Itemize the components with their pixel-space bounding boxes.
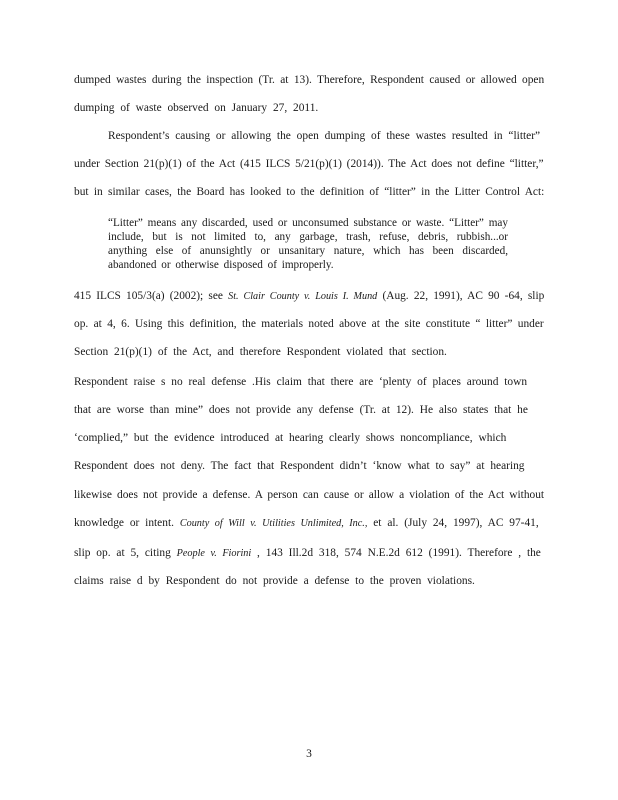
- citation-line: [74, 546, 541, 561]
- text-line: that are worse than mine” does not provide any defense (Tr. at 12). He also states that he: [74, 404, 528, 416]
- citation-line: [74, 516, 539, 531]
- text-line: Respondent’s causing or allowing the open dumping of these wastes resulted in “litter”: [108, 130, 541, 142]
- case-citation: People v. Fiorini: [176, 548, 252, 559]
- text-line: under Section 21(p)(1) of the Act (415 ILCS 5/21(p)(1) (2014)). The Act does not define “litter,”: [74, 158, 544, 170]
- block-quote-text: “Litter” means any discarded, used or unconsumed substance or waste. “Litter” may include, but is not limited to, any garbage, trash, refuse, debris, rubbish...or anything else of anunsightly or unsanitary nature, which has been discarded, abandoned or otherwise disposed of improperly.: [108, 217, 508, 271]
- citation-text: (Aug. 22, 1991), AC 90 -64, slip: [377, 290, 545, 302]
- text-line: op. at 4, 6. Using this definition, the materials noted above at the site constitute “ litter” under: [74, 318, 544, 330]
- text-line: Respondent does not deny. The fact that Respondent didn’t ‘know what to say” at hearing: [74, 460, 525, 472]
- case-citation: St. Clair County v. Louis I. Mund: [228, 291, 378, 302]
- citation-text: slip op. at 5, citing: [74, 547, 177, 559]
- text-line: dumping of waste observed on January 27, 2011.: [74, 102, 319, 114]
- case-citation: County of Will v. Utilities Unlimited, Inc.,: [179, 518, 368, 529]
- citation-line: [74, 289, 544, 304]
- text-line: Section 21(p)(1) of the Act, and therefore Respondent violated that section.: [74, 346, 447, 358]
- text-line: but in similar cases, the Board has looked to the definition of “litter” in the Litter Control Act:: [74, 186, 545, 198]
- text-line: dumped wastes during the inspection (Tr. at 13). Therefore, Respondent caused or allowed open: [74, 74, 545, 86]
- text-line: ‘complied,” but the evidence introduced at hearing clearly shows noncompliance, which: [74, 432, 507, 444]
- citation-text: , 143 Ill.2d 318, 574 N.E.2d 612 (1991). Therefore , the: [251, 547, 541, 559]
- citation-text: et al. (July 24, 1997), AC 97-41,: [367, 517, 539, 529]
- text-line: claims raise d by Respondent do not provide a defense to the proven violations.: [74, 575, 475, 587]
- text-line: Respondent raise s no real defense .His claim that there are ‘plenty of places around town: [74, 376, 528, 388]
- block-quote: [108, 216, 508, 272]
- citation-text: knowledge or intent.: [74, 517, 180, 529]
- text-line: likewise does not provide a defense. A person can cause or allow a violation of the Act without: [74, 489, 545, 501]
- page-number: 3: [306, 748, 312, 760]
- citation-text: 415 ILCS 105/3(a) (2002); see: [74, 290, 229, 302]
